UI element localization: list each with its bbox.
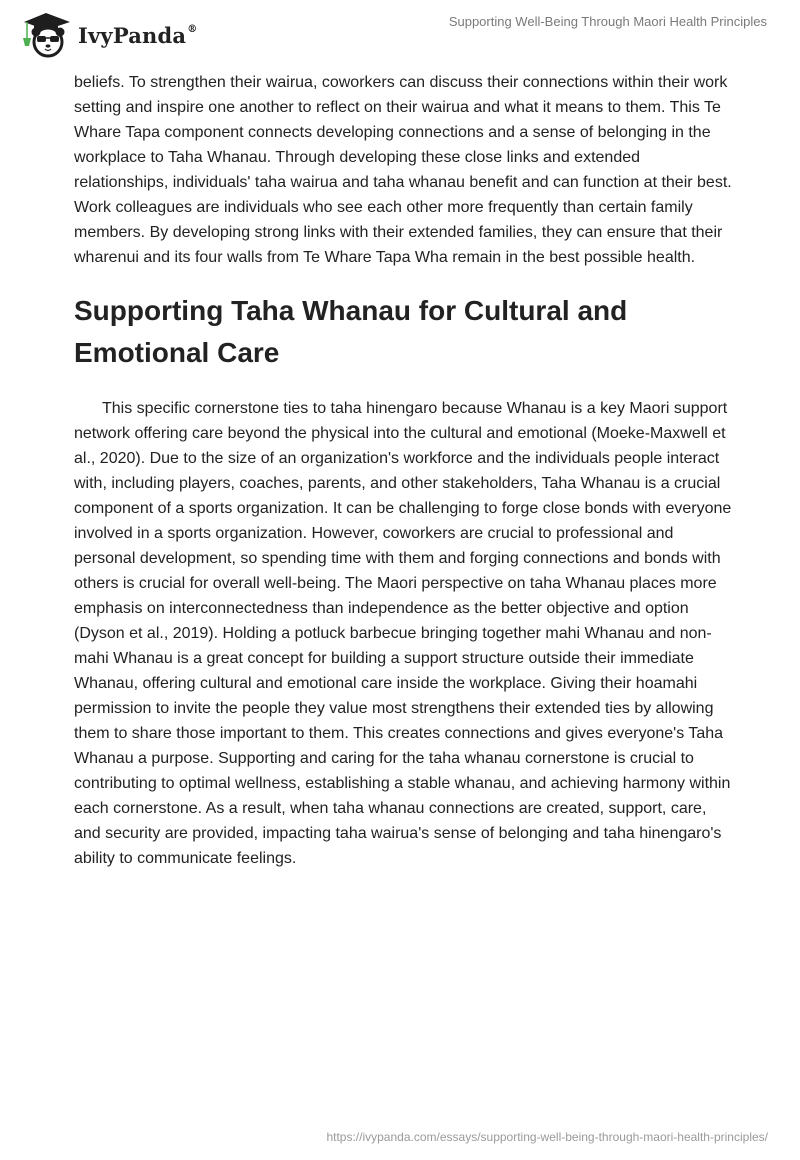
source-url-link[interactable]: https://ivypanda.com/essays/supporting-well-being-through-maori-health-principles/ — [326, 1130, 768, 1144]
document-title: Supporting Well-Being Through Maori Health Principles — [448, 14, 767, 29]
registered-mark: ® — [187, 23, 198, 35]
ivypanda-logo[interactable] — [18, 8, 197, 58]
body-paragraph: beliefs. To strengthen their wairua, coworkers can discuss their connections within their work setting and inspire one another to reflect on their wairua and what it means to them. This Te Whare Tapa component connects developing connections and a sense of belonging in the workplace to Taha Whanau. Through developing these close links and extended relationships, individuals' taha wairua and taha whanau benefit and can function at their best. Work colleagues are individuals who see each other more frequently than certain family members. By developing strong links with their extended families, they can ensure that their wharenui and its four walls from Te Whare Tapa Wha remain in the best possible health. — [74, 74, 732, 266]
panda-graduate-icon — [18, 8, 74, 58]
section-heading: Supporting Taha Whanau for Cultural and Emotional Care — [74, 295, 628, 368]
body-paragraph: This specific cornerstone ties to taha hinengaro because Whanau is a key Maori support network offering care beyond the physical into the cultural and emotional (Moeke-Maxwell et al., 2020). Due to the size of an organization's workforce and the individuals people interact with, including players, coaches, parents, and other stakeholders, Taha Whanau is a crucial component of a sports organization. It can be challenging to forge close bonds with everyone involved in a sports organization. However, coworkers are crucial to professional and personal development, so spending time with them and forging connections and bonds with others is crucial for overall well-being. The Maori perspective on taha Whanau places more emphasis on interconnectedness than independence as the better objective and option (Dyson et al., 2019). Holding a potluck barbecue bringing together mahi Whanau and non-mahi Whanau is a great concept for building a support structure outside their immediate Whanau, offering cultural and emotional care inside the workplace. Giving their hoamahi permission to invite the people they value most strengthens their extended ties by allowing them to share those important to them. This creates connections and gives everyone's Taha Whanau a purpose. Supporting and caring for the taha whanau cornerstone is crucial to contributing to optimal wellness, establishing a stable whanau, and achieving harmony within each cornerstone. As a result, when taha whanau connections are created, support, care, and security are provided, impacting taha wairua's sense of belonging and taha hinengaro's ability to communicate feelings. — [74, 400, 732, 867]
essay-content — [74, 70, 734, 871]
logo-text: IvyPanda® — [78, 22, 198, 48]
page-header — [0, 0, 800, 66]
